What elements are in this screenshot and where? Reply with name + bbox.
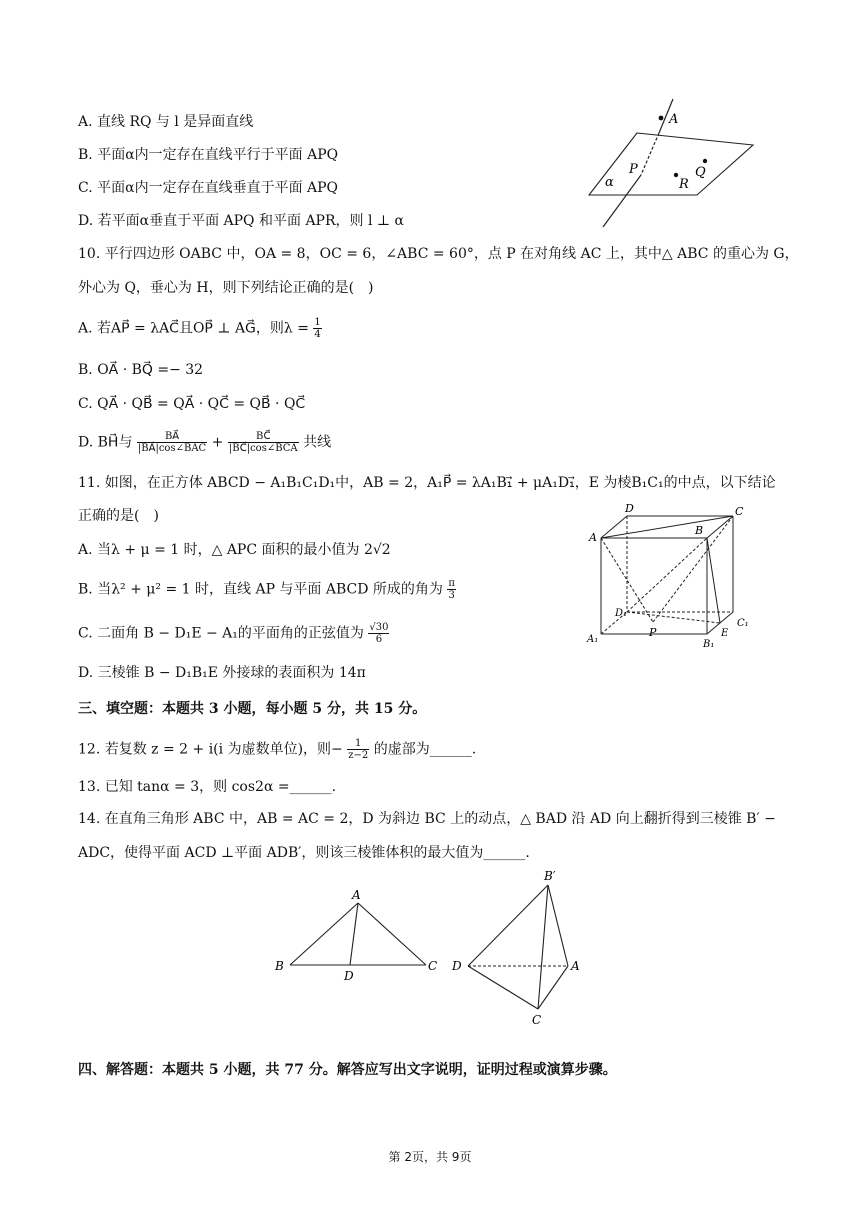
q11-option-d: D. 三棱锥 B − D₁B₁E 外接球的表面积为 14π: [78, 665, 366, 681]
q12-fraction: $\frac{1}{z-2}$: [348, 738, 369, 761]
q10-a-fraction: $\frac{1}{4}$: [314, 317, 321, 340]
fig9-label-alpha: α: [605, 175, 614, 190]
q14-stem-line1: 14. 在直角三角形 ABC 中，AB = AC = 2，D 为斜边 BC 上的动点，△ BAD 沿 AD 向上翻折得到三棱锥 B′ −: [78, 811, 776, 827]
svg-text:E: E: [721, 628, 729, 639]
q11-option-a: A. 当λ + μ = 1 时，△ APC 面积的最小值为 2√2: [78, 542, 391, 558]
fig9-label-q: Q: [695, 165, 706, 180]
q10-stem-line2: 外心为 Q，垂心为 H，则下列结论正确的是( ): [78, 280, 374, 296]
svg-text:A₁: A₁: [587, 634, 599, 645]
fig9-label-r: R: [679, 177, 689, 192]
svg-text:C: C: [428, 959, 438, 973]
q11-option-c: C. 二面角 B − D₁E − A₁的平面角的正弦值为 $\frac{√30}{6}$: [78, 622, 389, 645]
q9-option-b: B. 平面α内一定存在直线平行于平面 APQ: [78, 147, 339, 163]
q10-option-a: [78, 317, 322, 340]
svg-text:C₁: C₁: [737, 618, 749, 629]
svg-text:D₁: D₁: [615, 608, 628, 619]
section-3-heading: 三、填空题：本题共 3 小题，每小题 5 分，共 15 分。: [78, 701, 427, 717]
q14-triangle-figure: [272, 885, 447, 985]
q11-cube-figure: [585, 502, 765, 652]
svg-text:C: C: [735, 505, 744, 518]
svg-text:D: D: [452, 959, 462, 973]
q10-option-d: D. BH⃗与 $\frac{BA⃗}{\text{|BA⃗|cos∠BAC}}$ + $\frac{BC⃗}{\text{|BC⃗|cos∠BCA}}$ 共线: [78, 431, 332, 454]
svg-text:A: A: [589, 531, 597, 544]
q10-d-fraction-2: $\frac{BC⃗}{\text{|BC⃗|cos∠BCA}}$: [228, 431, 298, 454]
fig9-label-a: A: [669, 112, 679, 127]
q9-option-c: C. 平面α内一定存在直线垂直于平面 APQ: [78, 180, 339, 196]
svg-text:P: P: [649, 626, 657, 639]
q11-stem-line1: 11. 如图，在正方体 ABCD − A₁B₁C₁D₁中，AB = 2，A₁P⃗ = λA₁B₁⃗ + μA₁D₁⃗，E 为棱B₁C₁的中点，以下结论: [78, 475, 776, 491]
svg-text:B′: B′: [544, 869, 556, 883]
q11-b-fraction: $\frac{\pi}{3}$: [448, 578, 455, 601]
q10-d-fraction-1: $\frac{BA⃗}{\text{|BA⃗|cos∠BAC}}$: [137, 431, 207, 454]
q9-plane-figure: [585, 95, 765, 230]
q11-option-b: B. 当λ² + μ² = 1 时，直线 AP 与平面 ABCD 所成的角为 $\frac{\pi}{3}$: [78, 578, 455, 601]
svg-text:D: D: [344, 969, 354, 983]
q10-stem-line1: 10. 平行四边形 OABC 中，OA = 8，OC = 6，∠ABC = 60°，点 P 在对角线 AC 上，其中△ ABC 的重心为 G，: [78, 246, 799, 262]
svg-text:C: C: [532, 1013, 542, 1027]
svg-text:A: A: [571, 959, 580, 973]
svg-text:D: D: [625, 502, 634, 515]
svg-text:B₁: B₁: [703, 639, 715, 650]
q9-option-a: A. 直线 RQ 与 l 是异面直线: [78, 114, 254, 130]
q14-stem-line2: ADC，使得平面 ACD ⊥平面 ADB′，则该三棱锥体积的最大值为______.: [78, 845, 530, 861]
q11-c-fraction: $\frac{√30}{6}$: [369, 622, 389, 645]
q12-text: 12. 若复数 z = 2 + i(i 为虚数单位)，则− $\frac{1}{z-2}$ 的虚部为______.: [78, 738, 477, 761]
q13-text: 13. 已知 tanα = 3，则 cos2α =______.: [78, 779, 337, 795]
q10-option-c: C. QA⃗ · QB⃗ = QA⃗ · QC⃗ = QB⃗ · QC⃗: [78, 396, 306, 412]
q14-pyramid-figure: [450, 865, 590, 1030]
svg-text:B: B: [275, 959, 284, 973]
svg-text:A: A: [352, 888, 361, 902]
fig9-label-p: P: [629, 162, 638, 177]
q9-option-d: D. 若平面α垂直于平面 APQ 和平面 APR，则 l ⊥ α: [78, 213, 404, 229]
q11-stem-line2: 正确的是( ): [78, 508, 159, 524]
page-footer: 第 2页，共 9页: [388, 1150, 472, 1164]
svg-text:B: B: [695, 524, 704, 537]
q10-option-b: B. OA⃗ · BQ⃗ =− 32: [78, 362, 204, 378]
section-4-heading: 四、解答题：本题共 5 小题，共 77 分。解答应写出文字说明，证明过程或演算步骤。: [78, 1062, 617, 1078]
q10-a-text: A. 若AP⃗ = λAC⃗且OP⃗ ⊥ AG⃗，则λ =: [78, 320, 309, 337]
